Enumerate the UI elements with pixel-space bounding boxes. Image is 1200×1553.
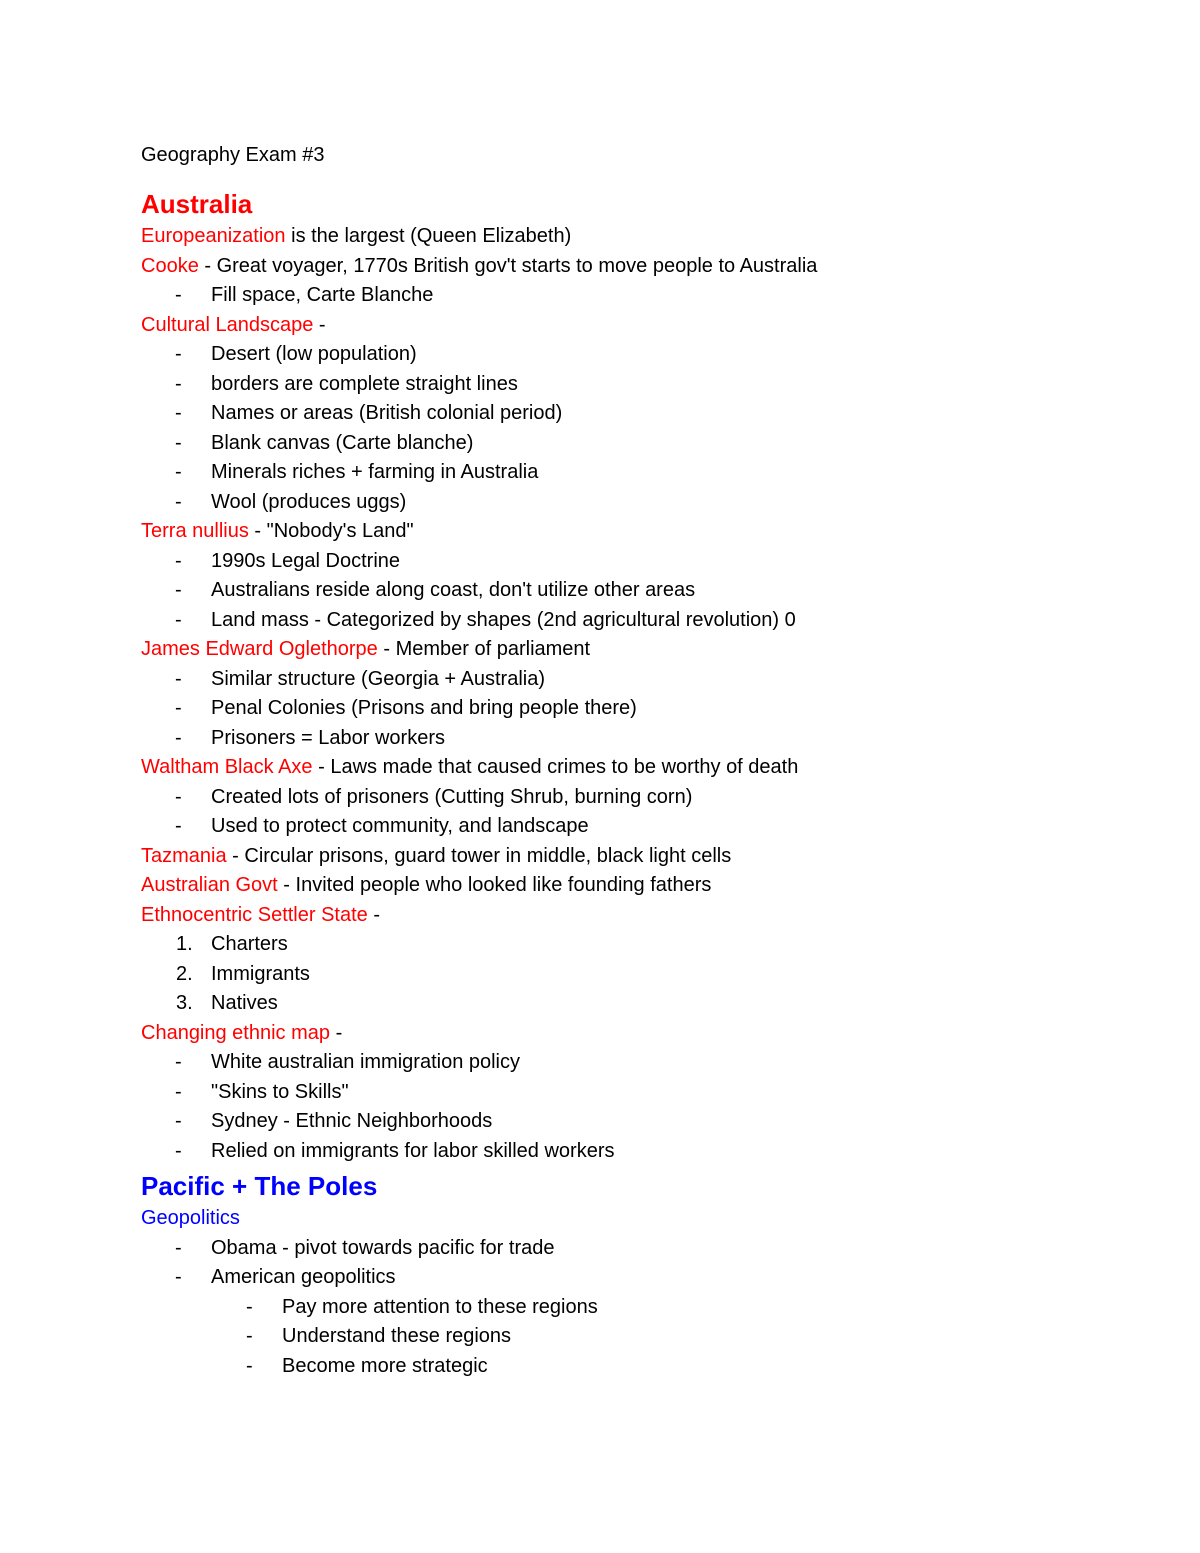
list-item-text: Obama - pivot towards pacific for trade	[211, 1236, 555, 1259]
list-item	[141, 458, 1101, 488]
entry-terra-nullius	[141, 517, 1101, 547]
bullet-marker: -	[175, 608, 182, 631]
list-item	[141, 1048, 1101, 1078]
list-item-text: Natives	[211, 992, 278, 1014]
entry-oglethorpe	[141, 635, 1101, 665]
list-item	[141, 576, 1101, 606]
list-item-text: Prisoners = Labor workers	[211, 726, 445, 749]
section-heading-australia: Australia	[141, 189, 253, 219]
list-item-text: Understand these regions	[282, 1325, 512, 1347]
list-item-text: Fill space, Carte Blanche	[211, 284, 434, 306]
definition: - Great voyager, 1770s British gov't starts to move people to Australia	[198, 254, 818, 277]
list-item-text: Names or areas (British colonial period)	[211, 402, 563, 424]
term: Ethnocentric Settler State	[141, 903, 368, 926]
list-item-text: 1990s Legal Doctrine	[211, 549, 401, 572]
list-number: 1.	[176, 933, 193, 955]
list-item-text: Land mass - Categorized by shapes (2nd agricultural revolution) 0	[211, 608, 796, 631]
nested-list-item	[141, 1293, 1101, 1323]
term: Waltham Black Axe	[141, 756, 313, 778]
list-item-text: Become more strategic	[282, 1354, 488, 1377]
list-item-text: Minerals riches + farming in Australia	[211, 461, 539, 483]
list-item-text: Blank canvas (Carte blanche)	[211, 431, 474, 454]
definition: - Invited people who looked like founding fathers	[277, 874, 712, 896]
definition: - "Nobody's Land"	[248, 520, 414, 542]
entry-tazmania	[141, 842, 1101, 872]
bullet-marker: -	[175, 815, 182, 837]
bullet-marker: -	[175, 431, 182, 454]
bullet-marker: -	[246, 1325, 253, 1347]
list-item-text: Created lots of prisoners (Cutting Shrub, burning corn)	[211, 785, 693, 808]
ordered-list-item	[141, 989, 1101, 1019]
bullet-marker: -	[175, 667, 182, 690]
list-item-text: Desert (low population)	[211, 343, 417, 365]
ordered-list-item	[141, 930, 1101, 960]
list-item	[141, 783, 1101, 813]
list-item-text: Australians reside along coast, don't utilize other areas	[211, 579, 696, 601]
list-item	[141, 399, 1101, 429]
entry-australian-govt	[141, 871, 1101, 901]
definition: - Member of parliament	[377, 638, 591, 660]
bullet-marker: -	[175, 697, 182, 719]
bullet-marker: -	[175, 490, 182, 513]
entry-geopolitics	[141, 1204, 1101, 1234]
bullet-marker: -	[175, 461, 182, 483]
list-item	[141, 665, 1101, 695]
bullet-marker: -	[175, 1051, 182, 1073]
entry-changing-ethnic-map	[141, 1019, 1101, 1049]
entry-cooke	[141, 252, 1101, 282]
list-item	[141, 547, 1101, 577]
entry-ethnocentric-settler-state	[141, 901, 1101, 931]
list-item-text: Sydney - Ethnic Neighborhoods	[211, 1110, 493, 1132]
document-title: Geography Exam #3	[141, 144, 325, 166]
entry-cultural-landscape	[141, 311, 1101, 341]
bullet-marker: -	[175, 372, 182, 395]
bullet-marker: -	[175, 785, 182, 808]
bullet-marker: -	[175, 579, 182, 601]
term: Geopolitics	[141, 1207, 240, 1229]
list-item-text: Charters	[211, 933, 288, 955]
list-item-text: borders are complete straight lines	[211, 372, 518, 395]
list-item	[141, 1137, 1101, 1167]
term: Australian Govt	[141, 874, 278, 896]
ordered-list-item	[141, 960, 1101, 990]
definition: -	[367, 903, 381, 926]
nested-list-item	[141, 1322, 1101, 1352]
document-page	[141, 140, 1101, 1381]
term: Cooke	[141, 254, 199, 277]
bullet-marker: -	[175, 1080, 182, 1103]
bullet-marker: -	[175, 1236, 182, 1259]
list-item-text: "Skins to Skills"	[211, 1080, 349, 1103]
nested-list-item	[141, 1352, 1101, 1382]
entry-europeanization	[141, 222, 1101, 252]
entry-waltham-black-axe	[141, 753, 1101, 783]
list-item	[141, 724, 1101, 754]
definition: - Circular prisons, guard tower in middle, black light cells	[226, 844, 732, 867]
list-item-text: Immigrants	[211, 962, 310, 985]
section-heading-pacific: Pacific + The Poles	[141, 1171, 378, 1201]
list-item	[141, 1078, 1101, 1108]
list-item	[141, 1263, 1101, 1293]
term: Europeanization	[141, 225, 286, 247]
definition: - Laws made that caused crimes to be worthy of death	[312, 756, 799, 778]
list-item	[141, 1107, 1101, 1137]
list-item	[141, 812, 1101, 842]
term: James Edward Oglethorpe	[141, 638, 378, 660]
list-item-text: White australian immigration policy	[211, 1051, 521, 1073]
term: Tazmania	[141, 844, 227, 867]
list-number: 3.	[176, 992, 193, 1014]
list-item-text: Penal Colonies (Prisons and bring people there)	[211, 697, 637, 719]
list-item-text: Pay more attention to these regions	[282, 1295, 598, 1318]
term: Cultural Landscape	[141, 313, 314, 336]
bullet-marker: -	[175, 1139, 182, 1162]
bullet-marker: -	[246, 1295, 253, 1318]
list-item	[141, 606, 1101, 636]
list-item-text: Similar structure (Georgia + Australia)	[211, 667, 546, 690]
list-item-text: American geopolitics	[211, 1266, 396, 1288]
list-item	[141, 281, 1101, 311]
list-item-text: Relied on immigrants for labor skilled workers	[211, 1139, 615, 1162]
definition: -	[313, 313, 326, 336]
list-item	[141, 694, 1101, 724]
bullet-marker: -	[175, 284, 182, 306]
bullet-marker: -	[175, 1110, 182, 1132]
bullet-marker: -	[175, 726, 182, 749]
list-item-text: Wool (produces uggs)	[211, 490, 407, 513]
list-item	[141, 370, 1101, 400]
list-item-text: Used to protect community, and landscape	[211, 815, 589, 837]
list-item	[141, 488, 1101, 518]
term: Changing ethnic map	[141, 1021, 331, 1044]
bullet-marker: -	[175, 402, 182, 424]
list-number: 2.	[176, 962, 193, 985]
definition: is the largest (Queen Elizabeth)	[285, 225, 572, 247]
bullet-marker: -	[246, 1354, 253, 1377]
list-item	[141, 429, 1101, 459]
bullet-marker: -	[175, 343, 182, 365]
bullet-marker: -	[175, 549, 182, 572]
term: Terra nullius	[141, 520, 249, 542]
list-item	[141, 1234, 1101, 1264]
bullet-marker: -	[175, 1266, 182, 1288]
list-item	[141, 340, 1101, 370]
definition: -	[330, 1021, 343, 1044]
